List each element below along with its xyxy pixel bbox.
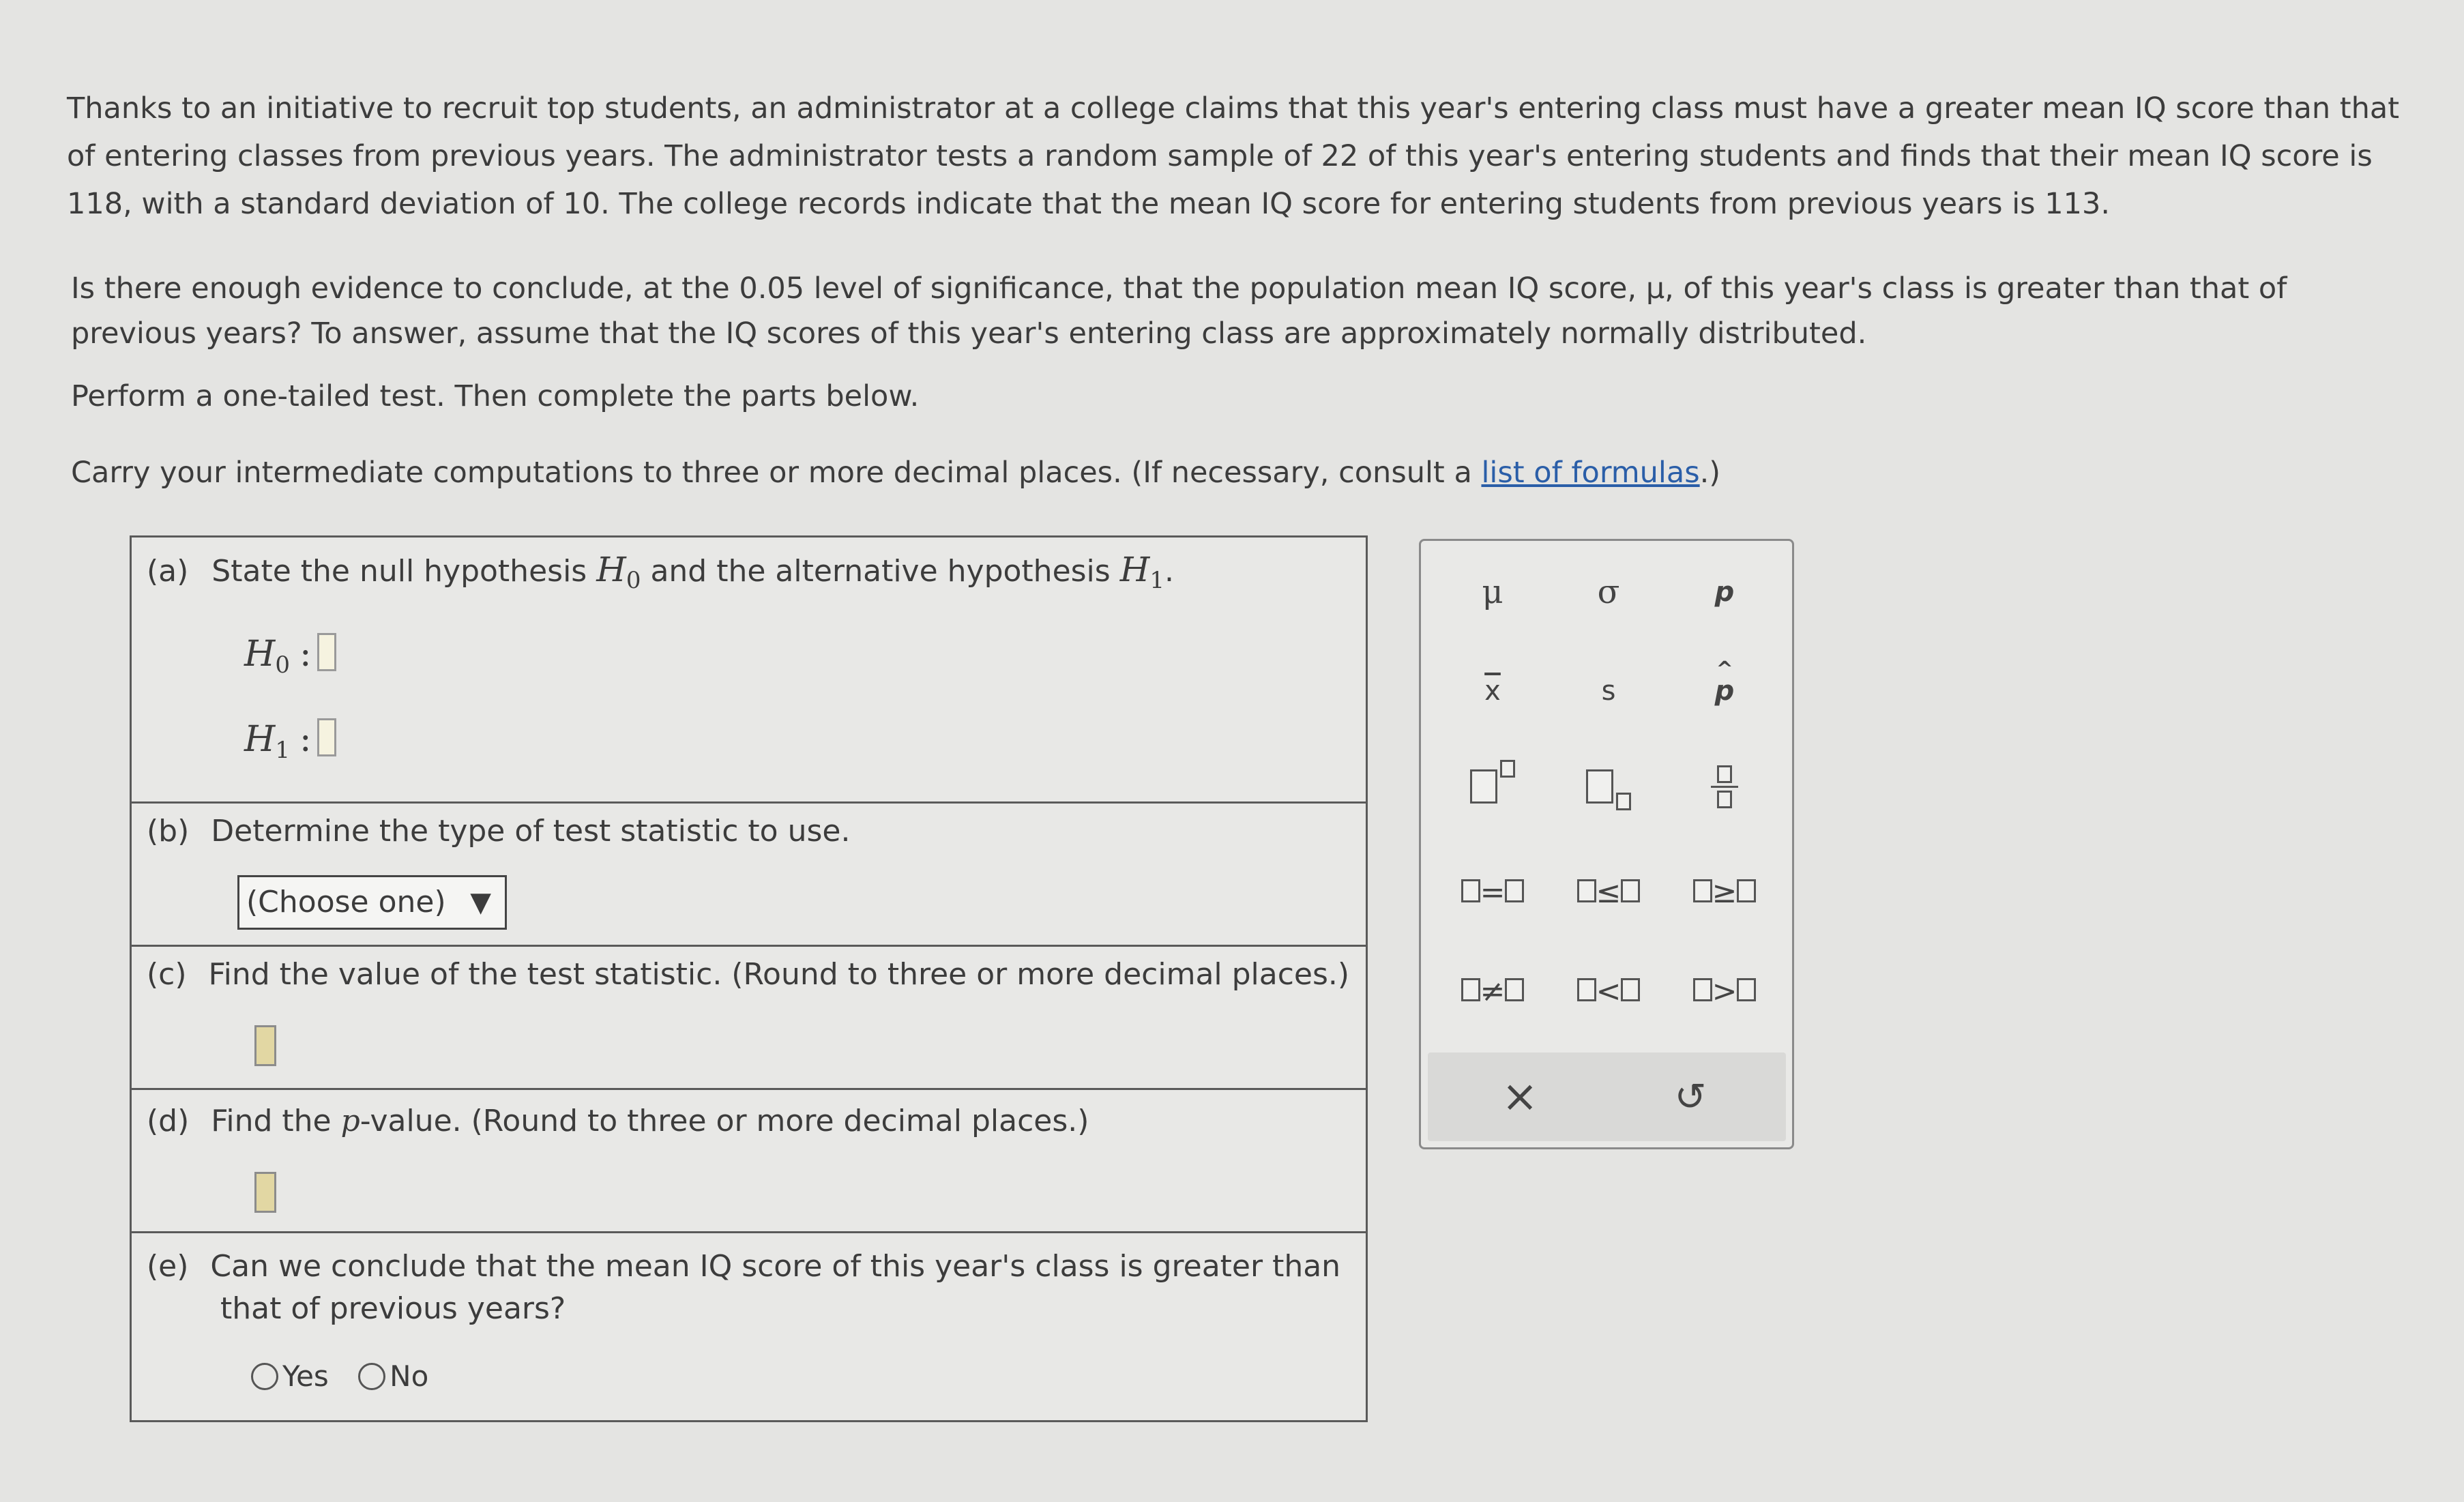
sigma-button[interactable] [1557, 555, 1660, 630]
question-table [130, 535, 1368, 1422]
no-radio[interactable] [358, 1363, 385, 1390]
not-equal-button[interactable] [1441, 954, 1544, 1029]
part-e-label: (e) [147, 1249, 189, 1284]
h0-subscript: 0 [275, 651, 290, 679]
undo-icon: ↺ [1674, 1074, 1707, 1119]
symbol-palette [1419, 539, 1794, 1149]
phat-icon: ^ p [1714, 658, 1735, 707]
part-c-text: Find the value of the test statistic. (Round to three or more decimal places.) [208, 957, 1350, 992]
part-d-text: Find the [211, 1104, 341, 1138]
yes-label: Yes [282, 1359, 329, 1393]
h1-label: H [244, 719, 276, 760]
part-d-label: (d) [147, 1104, 190, 1138]
no-option[interactable] [358, 1359, 428, 1393]
equals-button[interactable] [1441, 855, 1544, 930]
h0-symbol: $H_0$ [596, 550, 641, 594]
p-icon: p [1714, 576, 1735, 608]
h0-colon: : [299, 634, 312, 675]
close-icon: × [1501, 1072, 1538, 1122]
null-hypothesis-row [244, 633, 336, 679]
mu-icon: μ [1482, 573, 1504, 611]
part-d-prompt [147, 1104, 1089, 1138]
yes-radio[interactable] [251, 1363, 278, 1390]
greater-than-icon: > [1693, 974, 1757, 1009]
part-b-section [132, 804, 1366, 947]
s-icon: s [1601, 675, 1616, 707]
part-a-section [132, 538, 1366, 804]
h1-subscript: 1 [275, 737, 290, 764]
greater-equal-icon: ≥ [1693, 875, 1757, 910]
list-of-formulas-link[interactable]: list of formulas [1481, 456, 1700, 490]
less-equal-icon: ≤ [1577, 875, 1641, 910]
p-button[interactable] [1673, 555, 1776, 630]
part-e-line1: Can we conclude that the mean IQ score of this year's class is greater than [210, 1249, 1341, 1284]
h1-colon: : [299, 719, 312, 760]
part-a-label: (a) [147, 554, 189, 589]
instruction-text-end: .) [1699, 456, 1721, 490]
problem-paragraph-3: Perform a one-tailed test. Then complete the parts below. [71, 379, 920, 413]
part-b-text: Determine the type of test statistic to use. [211, 814, 851, 849]
fraction-icon [1711, 765, 1738, 808]
not-equal-icon: ≠ [1461, 974, 1525, 1009]
equals-icon: = [1461, 875, 1525, 910]
xbar-button[interactable] [1441, 653, 1544, 728]
no-label: No [390, 1359, 429, 1393]
h1-symbol: $H_1$ [1119, 550, 1164, 594]
alternative-hypothesis-input[interactable] [317, 718, 336, 756]
null-hypothesis-input[interactable] [317, 633, 336, 671]
instruction-text: Carry your intermediate computations to three or more decimal places. (If necessary, consult a [71, 456, 1482, 490]
h0-label: H [244, 634, 276, 675]
dropdown-arrow-icon: ▼ [470, 887, 491, 918]
part-b-label: (b) [147, 814, 190, 849]
part-e-section [132, 1233, 1366, 1424]
less-equal-button[interactable] [1557, 855, 1660, 930]
clear-button[interactable] [1469, 1059, 1571, 1134]
greater-than-button[interactable] [1673, 954, 1776, 1029]
palette-action-bar [1428, 1052, 1786, 1141]
yes-no-radio-group [251, 1359, 449, 1393]
problem-paragraph-1: Thanks to an initiative to recruit top students, an administrator at a college claims that this year's entering class must have a greater mean IQ score than that of entering classes from previous years. The administrator tests a random sample of 22 of this year's entering students and finds that their mean IQ score is 118, with a standard deviation of 10. The college records indicate that the mean IQ score for entering students from previous years is 113. [67, 91, 2400, 221]
problem-paragraph-4 [71, 450, 2418, 495]
part-b-prompt [147, 814, 850, 849]
p-symbol: p [340, 1104, 360, 1138]
part-a-period: . [1164, 554, 1174, 589]
part-a-text-2: and the alternative hypothesis [641, 554, 1120, 589]
part-c-section [132, 947, 1366, 1090]
test-statistic-input[interactable] [254, 1025, 276, 1066]
part-c-label: (c) [147, 957, 187, 992]
part-a-text: State the null hypothesis [211, 554, 597, 589]
select-value: (Choose one) [246, 885, 446, 919]
superscript-button[interactable] [1441, 749, 1544, 824]
superscript-icon [1470, 769, 1515, 804]
subscript-button[interactable] [1557, 749, 1660, 824]
s-button[interactable] [1557, 653, 1660, 728]
less-than-button[interactable] [1557, 954, 1660, 1029]
part-e-prompt [147, 1246, 1340, 1330]
greater-equal-button[interactable] [1673, 855, 1776, 930]
part-e-line2: that of previous years? [220, 1291, 566, 1326]
xbar-icon: $\overline{x}$ [1484, 675, 1501, 707]
part-c-prompt [147, 957, 1349, 992]
sigma-icon: σ [1597, 573, 1620, 611]
p-value-input[interactable] [254, 1172, 276, 1213]
alt-hypothesis-row [244, 718, 336, 764]
fraction-button[interactable] [1673, 749, 1776, 824]
part-d-section [132, 1090, 1366, 1233]
phat-button[interactable] [1673, 653, 1776, 728]
less-than-icon: < [1577, 974, 1641, 1009]
yes-option[interactable] [251, 1359, 329, 1393]
part-a-prompt [147, 550, 1174, 594]
mu-button[interactable] [1441, 555, 1544, 630]
part-d-text-2: -value. (Round to three or more decimal places.) [360, 1104, 1089, 1138]
test-statistic-select[interactable] [237, 875, 507, 930]
problem-paragraph-2: Is there enough evidence to conclude, at the 0.05 level of significance, that the population mean IQ score, μ, of this year's class is greater than that of previous years? To answer, assume that the IQ scores of this year's entering class are approximately normally distributed. [71, 271, 2287, 351]
subscript-icon [1586, 769, 1631, 804]
undo-button[interactable] [1639, 1059, 1742, 1134]
